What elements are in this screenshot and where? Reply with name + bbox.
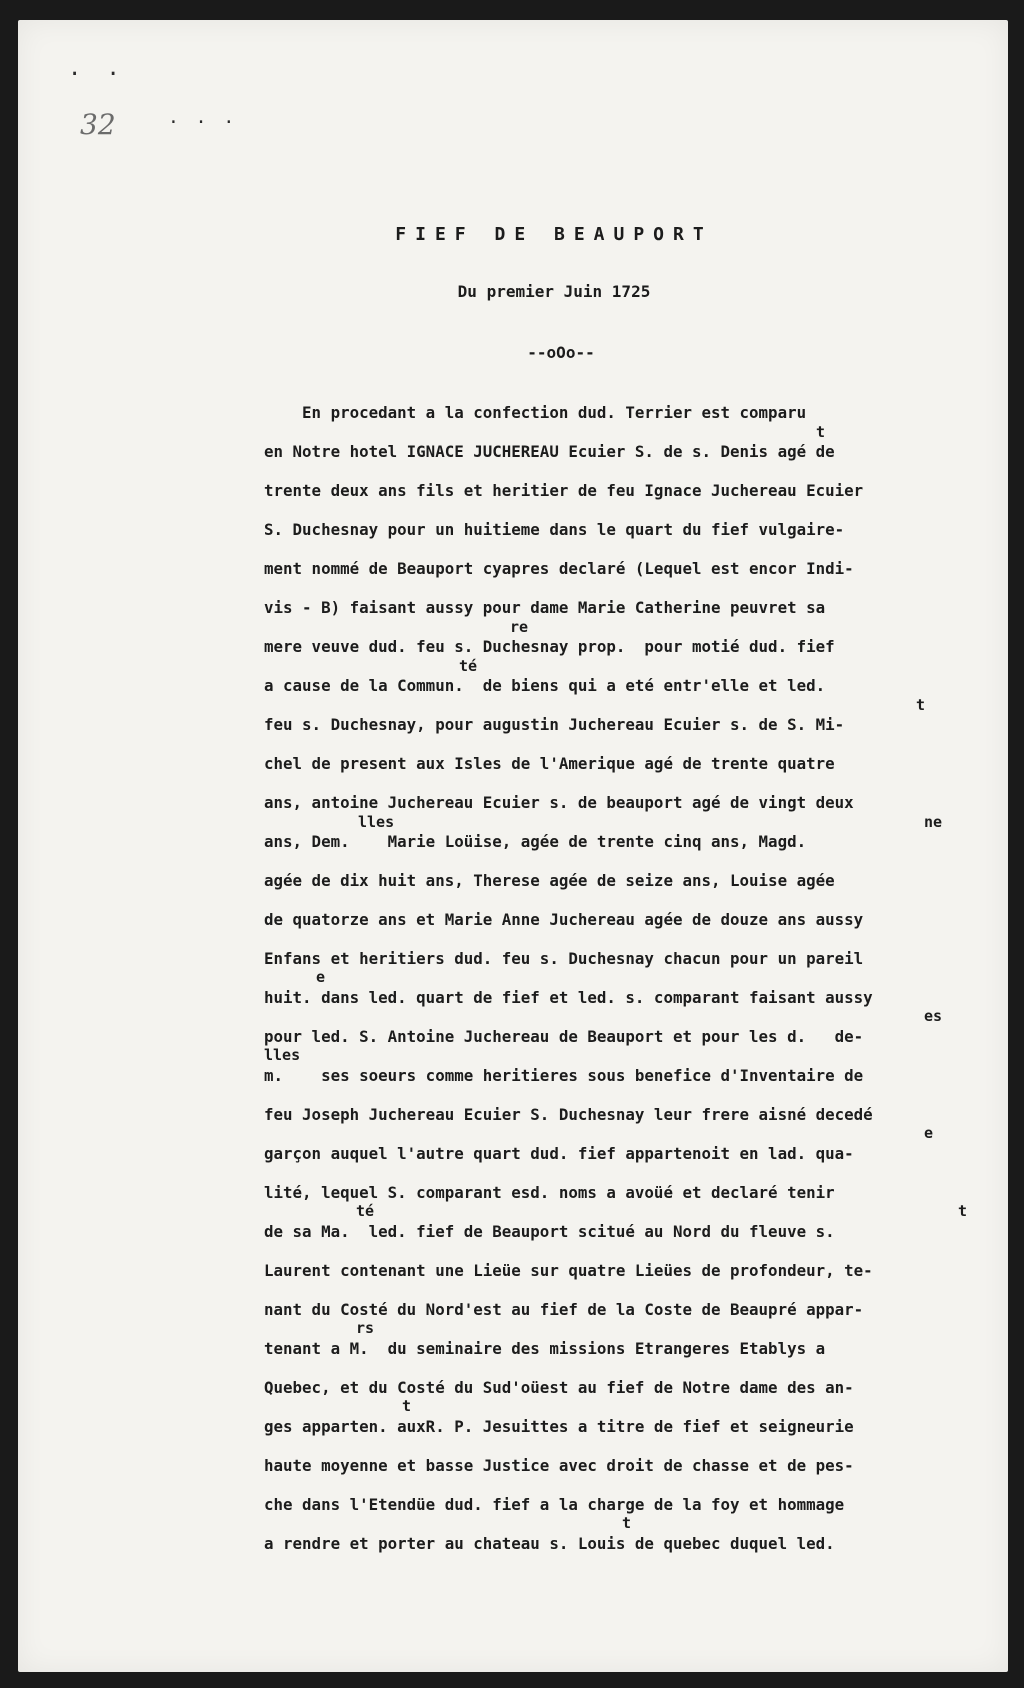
superscript: té [459, 657, 478, 675]
superscript: t [402, 1397, 412, 1415]
page-number: 32 [80, 108, 116, 141]
corner-marks: · · [68, 62, 126, 87]
text-line: a cause de la Commun. de biens qui a eté entr'elle et led. [264, 676, 826, 695]
superscript: lles [264, 1046, 301, 1064]
superscript: t [916, 696, 926, 714]
text-line: feu s. Duchesnay, pour augustin Juchereau Ecuier s. de S. Mi- [264, 715, 845, 734]
text-line: feu Joseph Juchereau Ecuier S. Duchesnay leur frere aisné decedé [264, 1105, 873, 1124]
document-page [18, 20, 1008, 1672]
text-line: en Notre hotel IGNACE JUCHEREAU Ecuier S. de s. Denis agé de [264, 442, 835, 461]
superscript: rs [356, 1319, 375, 1337]
text-line: huit. dans led. quart de fief et led. s. comparant faisant aussy [264, 988, 873, 1007]
text-line: En procedant a la confection dud. Terrier est comparu [264, 403, 807, 422]
text-line: ans, antoine Juchereau Ecuier s. de beauport agé de vingt deux [264, 793, 854, 812]
text-line: Laurent contenant une Lieüe sur quatre Lieües de profondeur, te- [264, 1261, 873, 1280]
separator: --oOo-- [527, 343, 595, 362]
text-line: agée de dix huit ans, Therese agée de seize ans, Louise agée [264, 871, 835, 890]
text-line: nant du Costé du Nord'est au fief de la Coste de Beaupré appar- [264, 1300, 864, 1319]
text-line: haute moyenne et basse Justice avec droit de chasse et de pes- [264, 1456, 854, 1475]
superscript: t [958, 1202, 968, 1220]
text-line: lité, lequel S. comparant esd. noms a avoüé et declaré tenir [264, 1183, 835, 1202]
superscript: t [816, 423, 826, 441]
text-line: a rendre et porter au chateau s. Louis de quebec duquel led. [264, 1534, 835, 1553]
superscript: re [510, 618, 529, 636]
superscript: ne [924, 813, 943, 831]
document-title: FIEF DE BEAUPORT [395, 224, 713, 245]
document-date: Du premier Juin 1725 [457, 282, 651, 301]
text-line: Quebec, et du Costé du Sud'oüest au fief de Notre dame des an- [264, 1378, 854, 1397]
text-line: che dans l'Etendüe dud. fief a la charge de la foy et hommage [264, 1495, 845, 1514]
text-line: vis - B) faisant aussy pour dame Marie Catherine peuvret sa [264, 598, 826, 617]
text-line: m. ses soeurs comme heritieres sous benefice d'Inventaire de [264, 1066, 864, 1085]
text-line: S. Duchesnay pour un huitieme dans le quart du fief vulgaire- [264, 520, 845, 539]
superscript: e [316, 968, 326, 986]
text-line: pour led. S. Antoine Juchereau de Beauport et pour les d. de- [264, 1027, 864, 1046]
text-line: mere veuve dud. feu s. Duchesnay prop. pour motié dud. fief [264, 637, 835, 656]
text-line: ment nommé de Beauport cyapres declaré (Lequel est encor Indi- [264, 559, 854, 578]
superscript: e [924, 1124, 934, 1142]
text-line: ges apparten. auxR. P. Jesuittes a titre de fief et seigneurie [264, 1417, 854, 1436]
text-line: de sa Ma. led. fief de Beauport scitué au Nord du fleuve s. [264, 1222, 835, 1241]
text-line: de quatorze ans et Marie Anne Juchereau agée de douze ans aussy [264, 910, 864, 929]
superscript: lles [358, 813, 395, 831]
text-line: garçon auquel l'autre quart dud. fief appartenoit en lad. qua- [264, 1144, 854, 1163]
text-line: chel de present aux Isles de l'Amerique agé de trente quatre [264, 754, 835, 773]
text-line: ans, Dem. Marie Loüise, agée de trente cinq ans, Magd. [264, 832, 807, 851]
text-line: tenant a M. du seminaire des missions Etrangeres Etablys a [264, 1339, 826, 1358]
corner-marks: · · · [168, 112, 238, 133]
text-line: Enfans et heritiers dud. feu s. Duchesnay chacun pour un pareil [264, 949, 864, 968]
superscript: t [622, 1514, 632, 1532]
superscript: es [924, 1007, 943, 1025]
text-line: trente deux ans fils et heritier de feu Ignace Juchereau Ecuier [264, 481, 864, 500]
superscript: té [356, 1202, 375, 1220]
